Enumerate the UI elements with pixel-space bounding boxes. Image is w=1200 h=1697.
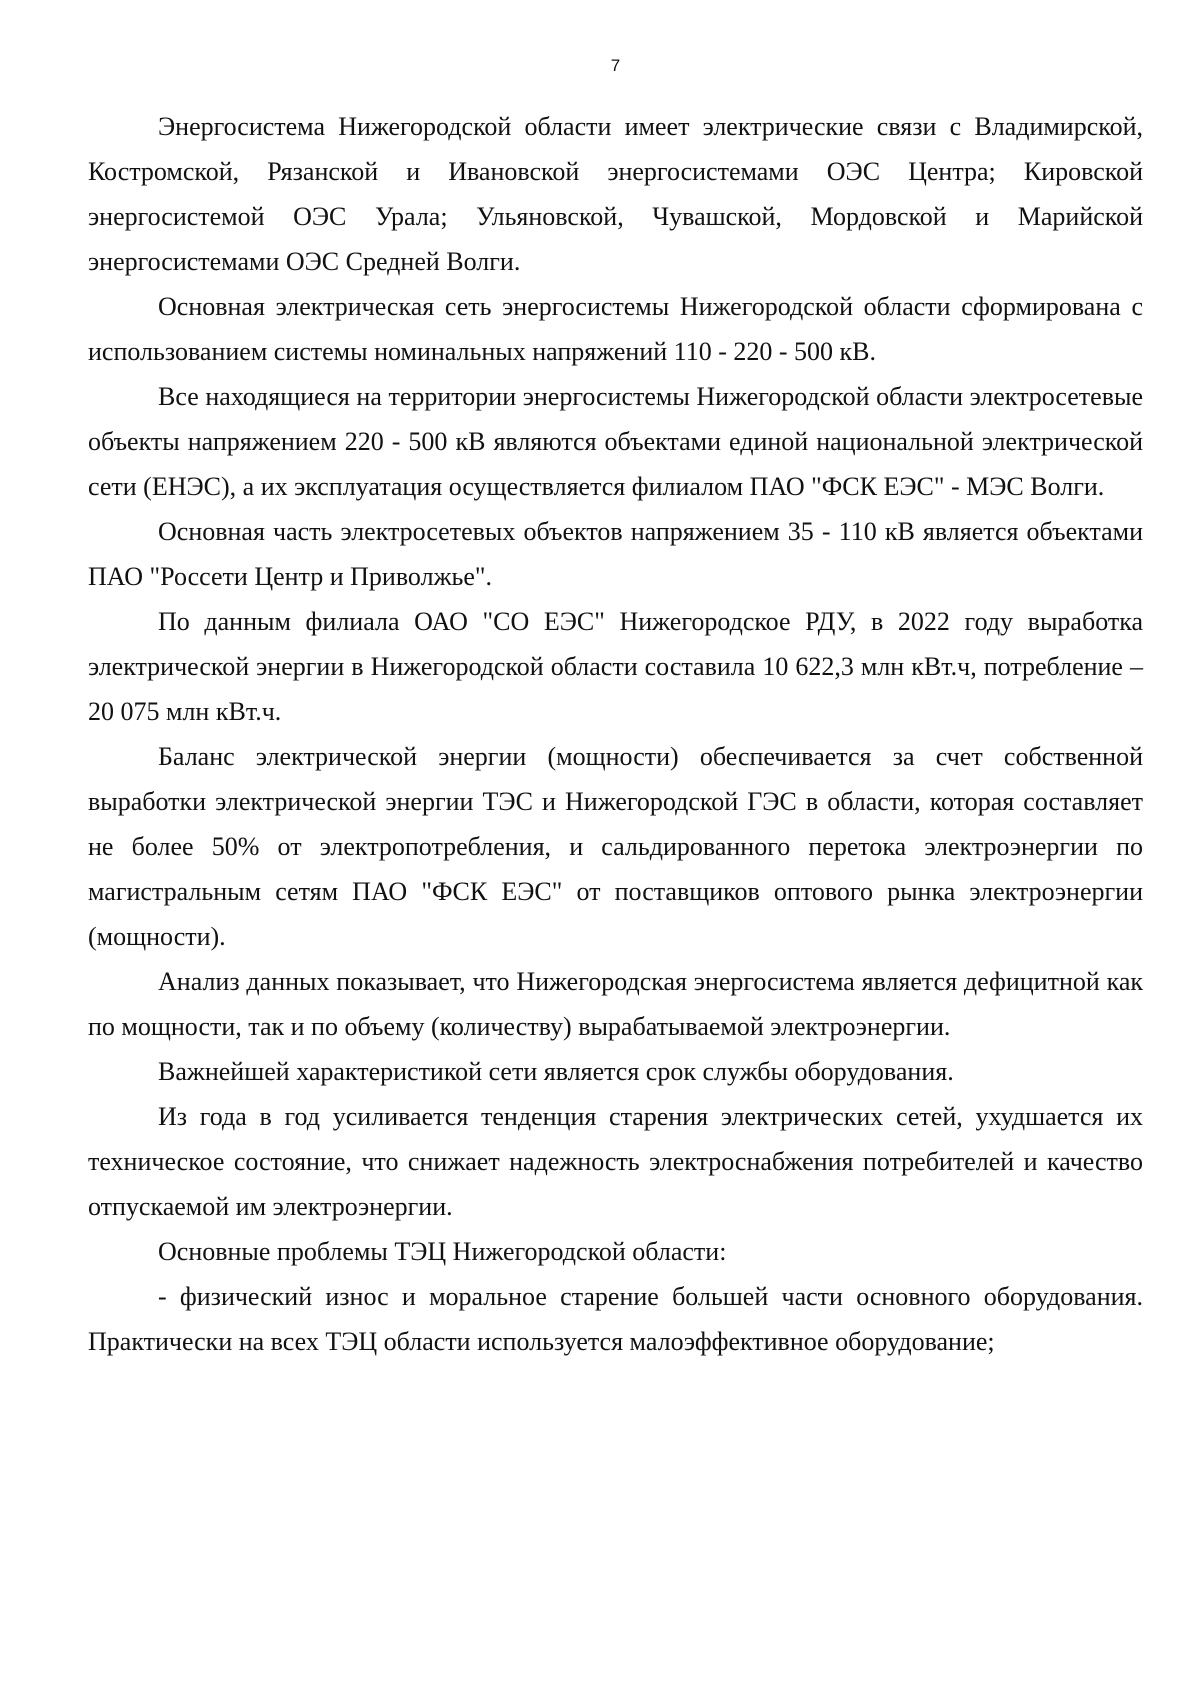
paragraph-energy-links: Энергосистема Нижегородской области имеет электрические связи с Владимирской, Костромской, Рязанской и Ивановской энергосистемами ОЭС Центра; Кировской энергосистемой ОЭС Урала; Ульяновской, Чувашской, Мордовской и Марийской энергосистемами ОЭС Средней Волги.: [88, 112, 1143, 276]
paragraph-equipment-wear: - физический износ и моральное старение большей части основного оборудования. Практически на всех ТЭЦ области используется малоэффективное оборудование;: [88, 1282, 1143, 1356]
paragraph-enes-objects: Все находящиеся на территории энергосистемы Нижегородской области электросетевые объекты напряжением 220 - 500 кВ являются объектами единой национальной электрической сети (ЕНЭС), а их эксплуатация осуществляется филиалом ПАО "ФСК ЕЭС" - МЭС Волги.: [88, 382, 1143, 501]
paragraph-main-network: Основная электрическая сеть энергосистемы Нижегородской области сформирована с использованием системы номинальных напряжений 110 - 220 - 500 кВ.: [88, 292, 1143, 366]
paragraph-aging-trend: Из года в год усиливается тенденция старения электрических сетей, ухудшается их техническое состояние, что снижает надежность электроснабжения потребителей и качество отпускаемой им электроэнергии.: [88, 1102, 1143, 1221]
paragraph-35-110-kv: Основная часть электросетевых объектов напряжением 35 - 110 кВ является объектами ПАО "Россети Центр и Приволжье".: [88, 517, 1143, 591]
paragraph-2022-generation: По данным филиала ОАО "СО ЕЭС" Нижегородское РДУ, в 2022 году выработка электрической энергии в Нижегородской области составила 10 622,3 млн кВт.ч, потребление – 20 075 млн кВт.ч.: [88, 607, 1143, 726]
document-body: [88, 104, 1143, 1364]
page-number: 7: [610, 56, 621, 75]
paragraph-energy-balance: Баланс электрической энергии (мощности) обеспечивается за счет собственной выработки электрической энергии ТЭС и Нижегородской ГЭС в области, которая составляет не более 50% от электропотребления, и сальдированного перетока электроэнергии по магистральным сетям ПАО "ФСК ЕЭС" от поставщиков оптового рынка электроэнергии (мощности).: [88, 742, 1143, 951]
paragraph-main-problems: Основные проблемы ТЭЦ Нижегородской области:: [158, 1237, 727, 1266]
paragraph-deficit-analysis: Анализ данных показывает, что Нижегородская энергосистема является дефицитной как по мощности, так и по объему (количеству) вырабатываемой электроэнергии.: [88, 967, 1143, 1041]
paragraph-service-life: Важнейшей характеристикой сети является срок службы оборудования.: [158, 1057, 954, 1086]
